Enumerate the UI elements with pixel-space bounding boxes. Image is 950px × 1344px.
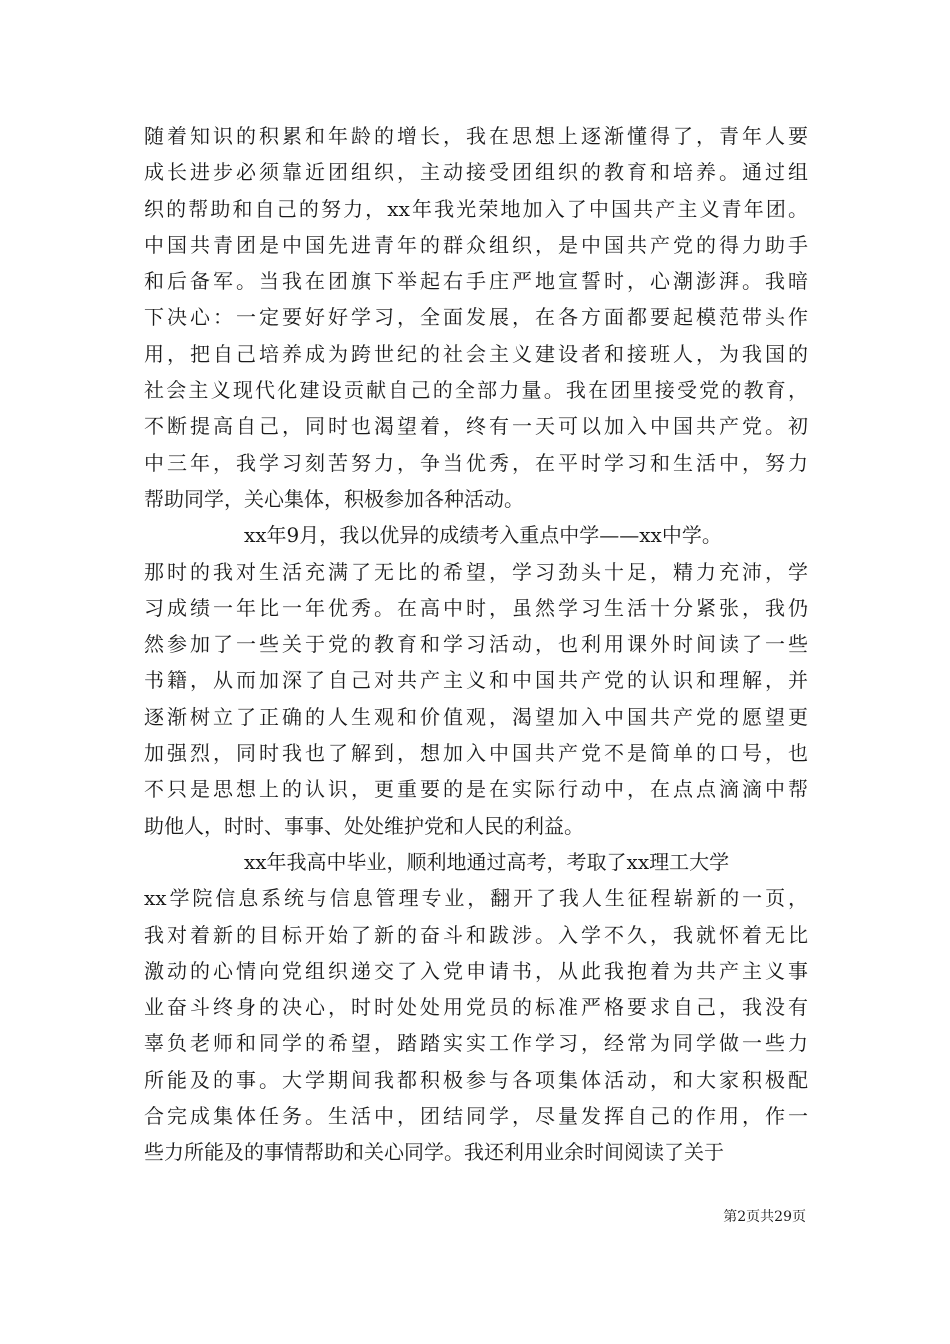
paragraph-3-line: xx学院信息系统与信息管理专业，翻开了我人生征程崭新的一页，: [144, 886, 808, 911]
paragraph-1-line: 中三年，我学习刻苦努力，争当优秀，在平时学习和生活中，努力: [144, 450, 808, 475]
page-number: 第2页共29页: [723, 1209, 806, 1225]
paragraph-1-line: 中国共青团是中国先进青年的群众组织，是中国共产党的得力助手: [144, 232, 808, 257]
paragraph-2-line: 那时的我对生活充满了无比的希望，学习劲头十足，精力充沛，学: [144, 559, 808, 584]
paragraph-1-line: 随着知识的积累和年龄的增长，我在思想上逐渐懂得了，青年人要: [144, 124, 808, 148]
paragraph-1-line: 下决心：一定要好好学习，全面发展，在各方面都要起模范带头作: [144, 305, 808, 330]
paragraph-3-line: 业奋斗终身的决心，时时处处用党员的标准严格要求自己，我没有: [144, 995, 808, 1020]
paragraph-1-line: 成长进步必须靠近团组织，主动接受团组织的教育和培养。通过组: [144, 160, 808, 185]
paragraph-2-line: 书籍，从而加深了自己对共产主义和中国共产党的认识和理解，并: [144, 668, 808, 693]
paragraph-2-line: 不只是思想上的认识，更重要的是在实际行动中，在点点滴滴中帮: [144, 777, 808, 802]
paragraph-2-line: 习成绩一年比一年优秀。在高中时，虽然学习生活十分紧张，我仍: [144, 595, 808, 620]
paragraph-2-line: 加强烈，同时我也了解到，想加入中国共产党不是简单的口号，也: [144, 741, 808, 766]
paragraph-3-line: 我对着新的目标开始了新的奋斗和跋涉。入学不久，我就怀着无比: [144, 922, 808, 947]
paragraph-2-line: 助他人，时时、事事、处处维护党和人民的利益。: [144, 813, 584, 838]
paragraph-2-line: xx年9月，我以优异的成绩考入重点中学——xx中学。: [244, 523, 722, 548]
paragraph-2-line: 然参加了一些关于党的教育和学习活动，也利用课外时间读了一些: [144, 632, 808, 657]
paragraph-1-line: 社会主义现代化建设贡献自己的全部力量。我在团里接受党的教育，: [144, 378, 808, 403]
paragraph-3-line: 合完成集体任务。生活中，团结同学，尽量发挥自己的作用，作一: [144, 1104, 808, 1129]
paragraph-1-line: 用，把自己培养成为跨世纪的社会主义建设者和接班人，为我国的: [144, 341, 808, 366]
paragraph-1-line: 不断提高自己，同时也渴望着，终有一天可以加入中国共产党。初: [144, 414, 808, 439]
paragraph-1-line: 织的帮助和自己的努力，xx年我光荣地加入了中国共产主义青年团。: [144, 196, 808, 221]
paragraph-3-line: 些力所能及的事情帮助和关心同学。我还利用业余时间阅读了关于: [144, 1140, 724, 1165]
body-text: [144, 118, 808, 1171]
paragraph-3-line: 激动的心情向党组织递交了入党申请书，从此我抱着为共产主义事: [144, 958, 808, 983]
paragraph-1-line: 和后备军。当我在团旗下举起右手庄严地宣誓时，心潮澎湃。我暗: [144, 269, 808, 294]
paragraph-2-line: 逐渐树立了正确的人生观和价值观，渴望加入中国共产党的愿望更: [144, 704, 808, 729]
paragraph-3-line: xx年我高中毕业，顺利地通过高考，考取了xx理工大学: [244, 849, 730, 874]
paragraph-3-line: 辜负老师和同学的希望，踏踏实实工作学习，经常为同学做一些力: [144, 1031, 808, 1056]
paragraph-3-line: 所能及的事。大学期间我都积极参与各项集体活动，和大家积极配: [144, 1067, 808, 1092]
paragraph-1-line: 帮助同学，关心集体，积极参加各种活动。: [144, 486, 524, 511]
